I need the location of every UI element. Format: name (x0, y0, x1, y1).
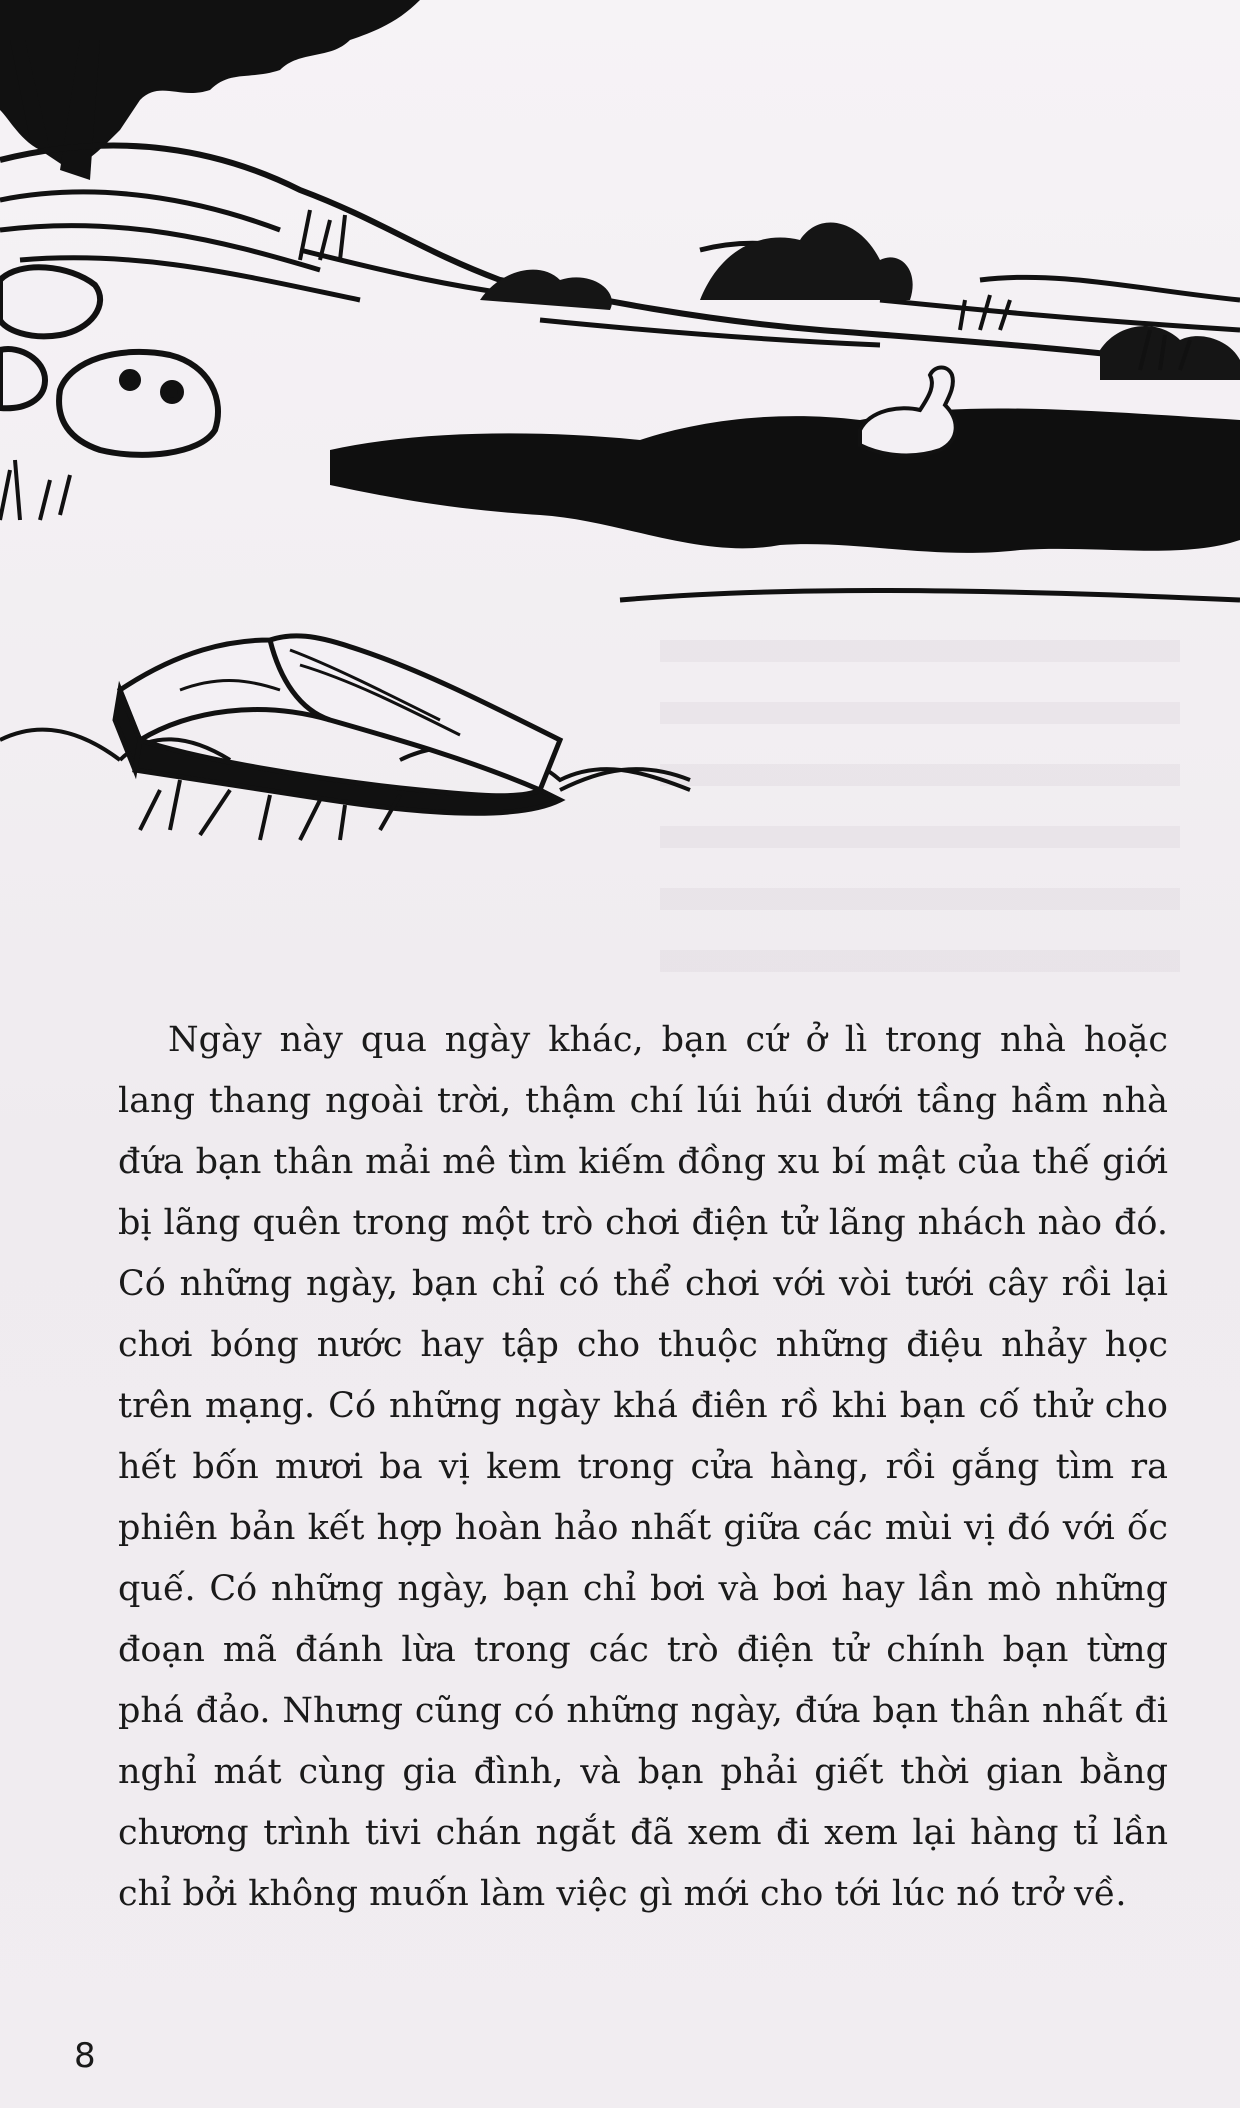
landscape-illustration (0, 0, 1240, 860)
page-number: 8 (74, 2036, 96, 2076)
body-paragraph (118, 1010, 1168, 1925)
hill-icon (0, 146, 1240, 370)
open-book-icon (115, 636, 560, 813)
pond-icon (330, 408, 1240, 552)
bush-icon (480, 223, 1240, 380)
duck-icon (860, 368, 956, 456)
rock-icon (0, 267, 218, 455)
paragraph-text: Ngày này qua ngày khác, bạn cứ ở lì trong nhà hoặc lang thang ngoài trời, thậm chí lúi húi dưới tầng hầm nhà đứa bạn thân mải mê tìm kiếm đồng xu bí mật của thế giới bị lãng quên trong một trò chơi điện tử lãng nhách nào đó. Có những ngày, bạn chỉ có thể chơi với vòi tưới cây rồi lại chơi bóng nước hay tập cho thuộc những điệu nhảy học trên mạng. Có những ngày khá điên rồ khi bạn cố thử cho hết bốn mươi ba vị kem trong cửa hàng, rồi gắng tìm ra phiên bản kết hợp hoàn hảo nhất giữa các mùi vị đó với ốc quế. Có những ngày, bạn chỉ bơi và bơi hay lần mò những đoạn mã đánh lừa trong các trò điện tử chính bạn từng phá đảo. Nhưng cũng có những ngày, đứa bạn thân nhất đi nghỉ mát cùng gia đình, và bạn phải giết thời gian bằng chương trình tivi chán ngắt đã xem đi xem lại hàng tỉ lần chỉ bởi không muốn làm việc gì mới cho tới lúc nó trở về. (118, 1020, 1168, 1914)
tree-icon (0, 0, 420, 180)
